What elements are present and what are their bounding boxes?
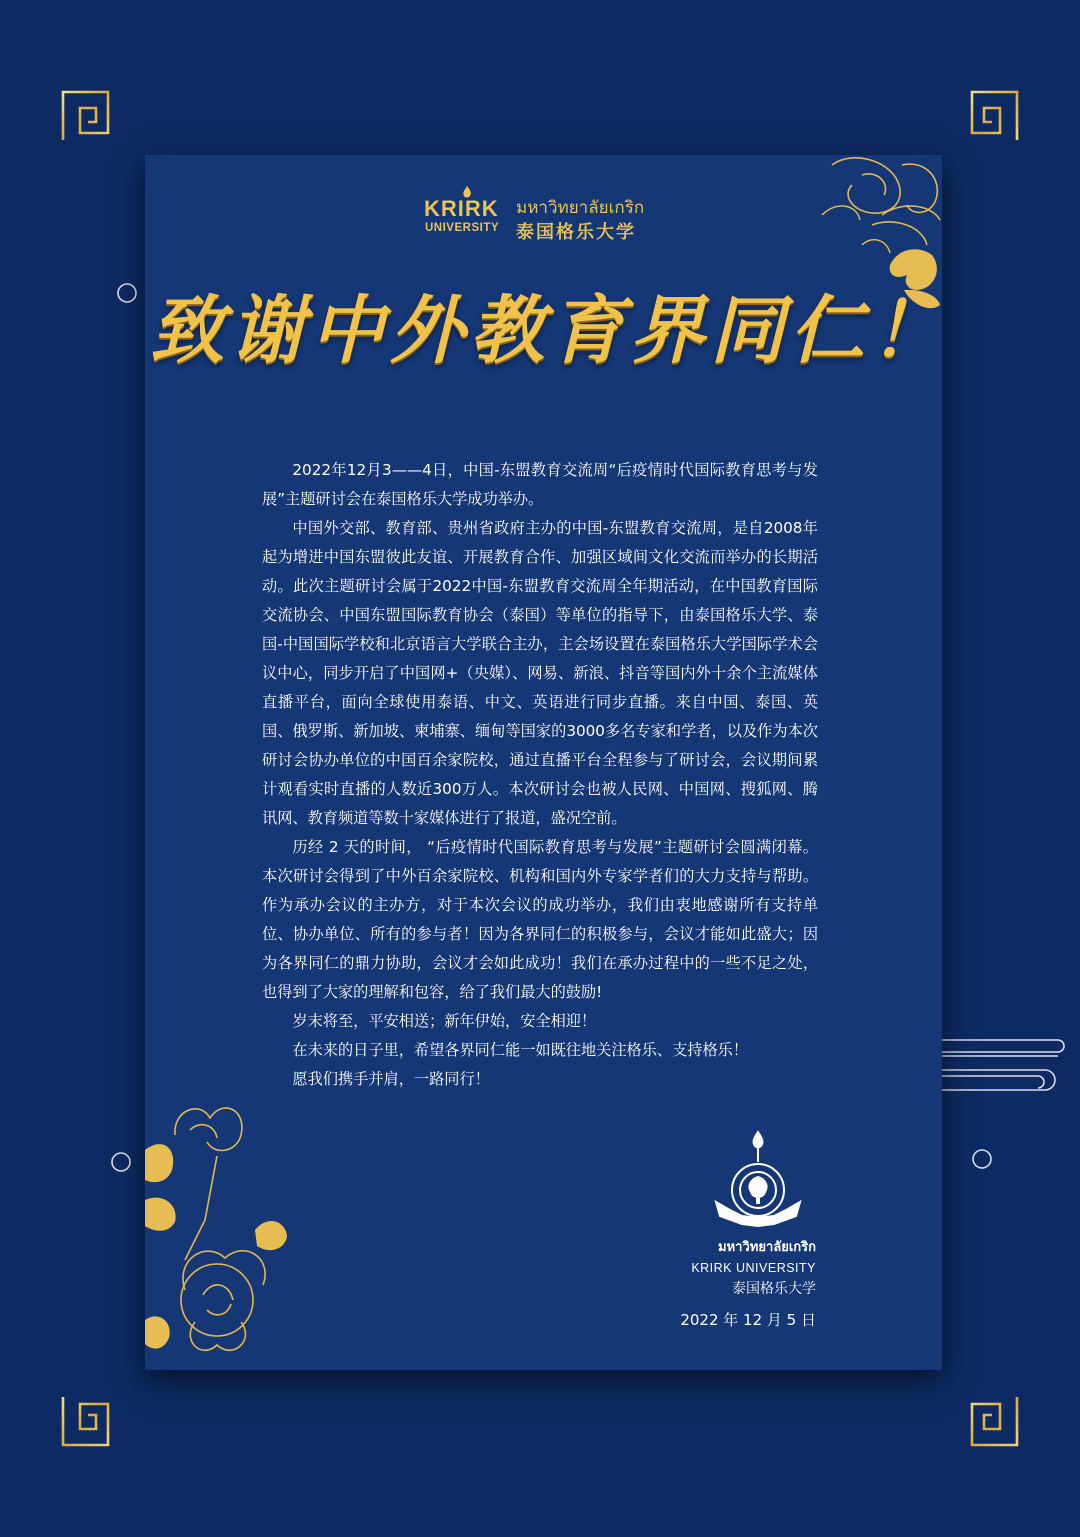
paragraph: 岁末将至，平安相送；新年伊始，安全相迎！ — [292, 1012, 597, 1030]
university-logo — [424, 186, 664, 243]
logo-thai-name: มหาวิทยาลัยเกริก — [516, 198, 645, 218]
logo-chinese-name: 泰国格乐大学 — [516, 222, 636, 243]
peony-flower-decoration — [145, 1090, 290, 1370]
paragraph: 中国外交部、教育部、贵州省政府主办的中国-东盟教育交流周，是自2008年起为增进中国东盟彼此友谊、开展教育合作、加强区域间文化交流而举办的长期活动。此次主题研讨会属于2022中国-东盟教育交流周全年期活动，在中国教育国际交流协会、中国东盟国际教育协会（泰国）等单位的指导下，由泰国格乐大学、泰国-中国国际学校和北京语言大学联合主办，主会场设置在泰国格乐大学国际学术会议中心，同步开启了中国网+（央媒）、网易、新浪、抖音等国内外十余个主流媒体直播平台，面向全球使用泰语、中文、英语进行同步直播。来自中国、泰国、英国、俄罗斯、新加坡、柬埔寨、缅甸等国家的3000多名专家和学者，以及作为本次研讨会协办单位的中国百余家院校，通过直播平台全程参与了研讨会，会议期间累计观看实时直播的人数近300万人。本次研讨会也被人民网、中国网、搜狐网、腾讯网、教育频道等数十家媒体进行了报道，盛况空前。 — [262, 519, 818, 827]
page-title: 致谢中外教育界同仁！ — [150, 288, 950, 374]
logo-university-text: UNIVERSITY — [425, 222, 500, 234]
paragraph: 历经 2 天的时间， “后疫情时代国际教育思考与发展”主题研讨会圆满闭幕。本次研讨会得到了中外百余家院校、机构和国内外专家学者们的大力支持与帮助。作为承办会议的主办方，对于本次会议的成功举办，我们由衷地感谢所有支持单位、协办单位、所有的参与者！因为各界同仁的积极参与，会议才能如此盛大；因为各界同仁的鼎力协助，会议才会如此成功！我们在承办过程中的一些不足之处，也得到了大家的理解和包容，给了我们最大的鼓励! — [262, 838, 818, 1001]
paragraph: 在未来的日子里，希望各界同仁能一如既往地关注格乐、支持格乐！ — [292, 1041, 749, 1059]
signature-date: 2022 年 12 月 5 日 — [680, 1311, 816, 1329]
university-emblem-icon — [712, 1130, 804, 1230]
signature-english: KRIRK UNIVERSITY — [691, 1261, 816, 1275]
signature-block — [640, 1238, 816, 1332]
signature-thai: มหาวิทยาลัยเกริก — [718, 1240, 816, 1255]
paragraph: 2022年12月3——4日，中国-东盟教育交流周“后疫情时代国际教育思考与发展”主题研讨会在泰国格乐大学成功举办。 — [262, 461, 818, 508]
signature-chinese: 泰国格乐大学 — [732, 1281, 816, 1297]
logo-krirk-text: KRIRK — [424, 196, 499, 221]
paragraph: 愿我们携手并肩，一路同行！ — [292, 1070, 490, 1088]
letter-body — [262, 456, 818, 1094]
